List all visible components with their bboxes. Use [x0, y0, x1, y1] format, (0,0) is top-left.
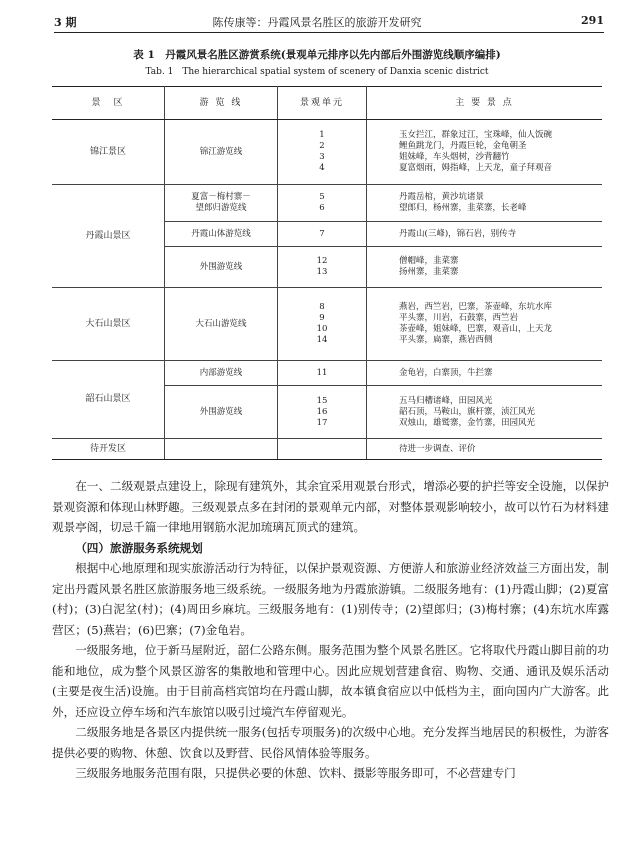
area-cell: 丹霞山景区 — [52, 185, 165, 288]
col-header-spots: 主 要 景 点 — [367, 87, 603, 120]
spots-cell: 待进一步调查、评价 — [367, 439, 603, 460]
unit-cell: 5 6 — [278, 185, 367, 222]
spots-cell: 玉女拦江，群象过江，宝珠峰，仙人饭碗 鲤鱼跳龙门，丹霞巨轮，金龟朝圣 姐妹峰，车头烟树，沙背翻竹 夏富烟雨，姆指峰，上天龙，童子拜观音 — [367, 120, 603, 185]
area-cell: 待开发区 — [52, 439, 165, 460]
spots-cell: 金龟岩，白寨顶，牛拦寨 — [367, 361, 603, 386]
scenery-system-table — [52, 86, 602, 460]
unit-cell: 11 — [278, 361, 367, 386]
col-header-unit: 景观单元 — [278, 87, 367, 120]
col-header-area: 景 区 — [52, 87, 165, 120]
spots-cell: 丹霞山(三峰)，锦石岩，别传寺 — [367, 222, 603, 247]
area-cell: 韶石山景区 — [52, 361, 165, 439]
route-cell: 外围游览线 — [165, 386, 278, 439]
table-caption-en: Tab. 1 The hierarchical spatial system of scenery of Danxia scenic district — [145, 67, 489, 77]
unit-cell: 12 13 — [278, 247, 367, 288]
spots-cell: 燕岩，西竺岩，巴寨，茶壶峰，东坑水库 平头寨，川岩，石鼓寨，西竺岩 茶壶峰，姐妹峰，巴寨，观音山，上天龙 平头寨，扁寨，燕岩西侧 — [367, 288, 603, 361]
route-cell — [165, 439, 278, 460]
unit-cell: 8 9 10 14 — [278, 288, 367, 361]
unit-cell — [278, 439, 367, 460]
unit-cell: 15 16 17 — [278, 386, 367, 439]
table-row — [52, 185, 602, 222]
paragraph: 在一、二级观景点建设上，除现有建筑外，其余宜采用观景台形式，增添必要的护拦等安全设施，以保护景观资源和体现山林野趣。三级观景点多在封闭的景观单元内部，对整体景观影响较小，故可以竹石为材料建观景亭阁，切忌千篇一律地用钢筋水泥加琉璃瓦顶式的建筑。 — [52, 479, 609, 534]
header-rule — [54, 32, 604, 33]
table-row — [52, 439, 602, 460]
paragraph: 二级服务地是各景区内提供统一服务(包括专项服务)的次级中心地。充分发挥当地居民的积极性，为游客提供必要的购物、休憩、饮食以及野营、民俗风情体验等服务。 — [52, 725, 609, 760]
body-text — [52, 476, 609, 784]
running-title: 陈传康等：丹霞风景名胜区的旅游开发研究 — [212, 16, 422, 29]
col-header-route: 游 览 线 — [165, 87, 278, 120]
table-row — [52, 120, 602, 185]
paragraph: 一级服务地，位于新马屋附近，韶仁公路东侧。服务范围为整个风景名胜区。它将取代丹霞山脚目前的功能和地位，成为整个风景区游客的集散地和管理中心。因此应规划营建食宿、购物、交通、通讯及娱乐活动(主要是夜生活)设施。由于目前高档宾馆均在丹霞山脚，故本镇食宿应以中低档为主，面向国内广大游客。此外，还应设立停车场和汽车旅馆以吸引过境汽车停留观光。 — [52, 643, 609, 719]
route-cell: 锦江游览线 — [165, 120, 278, 185]
unit-cell: 7 — [278, 222, 367, 247]
area-cell: 锦江景区 — [52, 120, 165, 185]
area-cell: 大石山景区 — [52, 288, 165, 361]
route-cell: 外围游览线 — [165, 247, 278, 288]
page-number: 291 — [581, 14, 604, 27]
table-row — [52, 288, 602, 361]
issue-label: 3 期 — [54, 16, 77, 29]
spots-cell: 丹霞岳棺，黄沙坑诸景 望郎归，杨州寨，韭菜寨，长老峰 — [367, 185, 603, 222]
table-caption-zh: 表 1 丹霞风景名胜区游赏系统(景观单元排序以先内部后外围游览线顺序编排) — [133, 49, 501, 61]
table-header-row — [52, 87, 602, 120]
unit-cell: 1 2 3 4 — [278, 120, 367, 185]
spots-cell: 僧帽峰，韭菜寨 扬州寨，韭菜寨 — [367, 247, 603, 288]
table-row — [52, 361, 602, 386]
paragraph: 根据中心地原理和现实旅游活动行为特征，以保护景观资源、方便游人和旅游业经济效益三方面出发，制定出丹霞风景名胜区旅游服务地三级系统。一级服务地为丹霞旅游镇。二级服务地有：(1)丹霞山脚；(2)夏富(村)；(3)白泥坌(村)；(4)周田乡麻坑。三级服务地有：(1)别传寺；(2)望郎归；(3)梅村寨；(4)东坑水库露营区；(5)燕岩；(6)巴寨；(7)金龟岩。 — [52, 561, 609, 637]
route-cell: 丹霞山体游览线 — [165, 222, 278, 247]
spots-cell: 五马归槽诸峰，田园风光 韶石顶，马鞍山，旗杆寨，浈江风光 双烛山，雄鹫寨，金竹寨，田园风光 — [367, 386, 603, 439]
paragraph: 三级服务地服务范围有限，只提供必要的休憩、饮料、摄影等服务即可，不必营建专门 — [75, 766, 516, 780]
running-header — [0, 0, 634, 36]
section-heading: （四）旅游服务系统规划 — [75, 540, 203, 555]
route-cell: 大石山游览线 — [165, 288, 278, 361]
route-cell: 内部游览线 — [165, 361, 278, 386]
route-cell: 夏富－梅村寨－ 望郎归游览线 — [165, 185, 278, 222]
